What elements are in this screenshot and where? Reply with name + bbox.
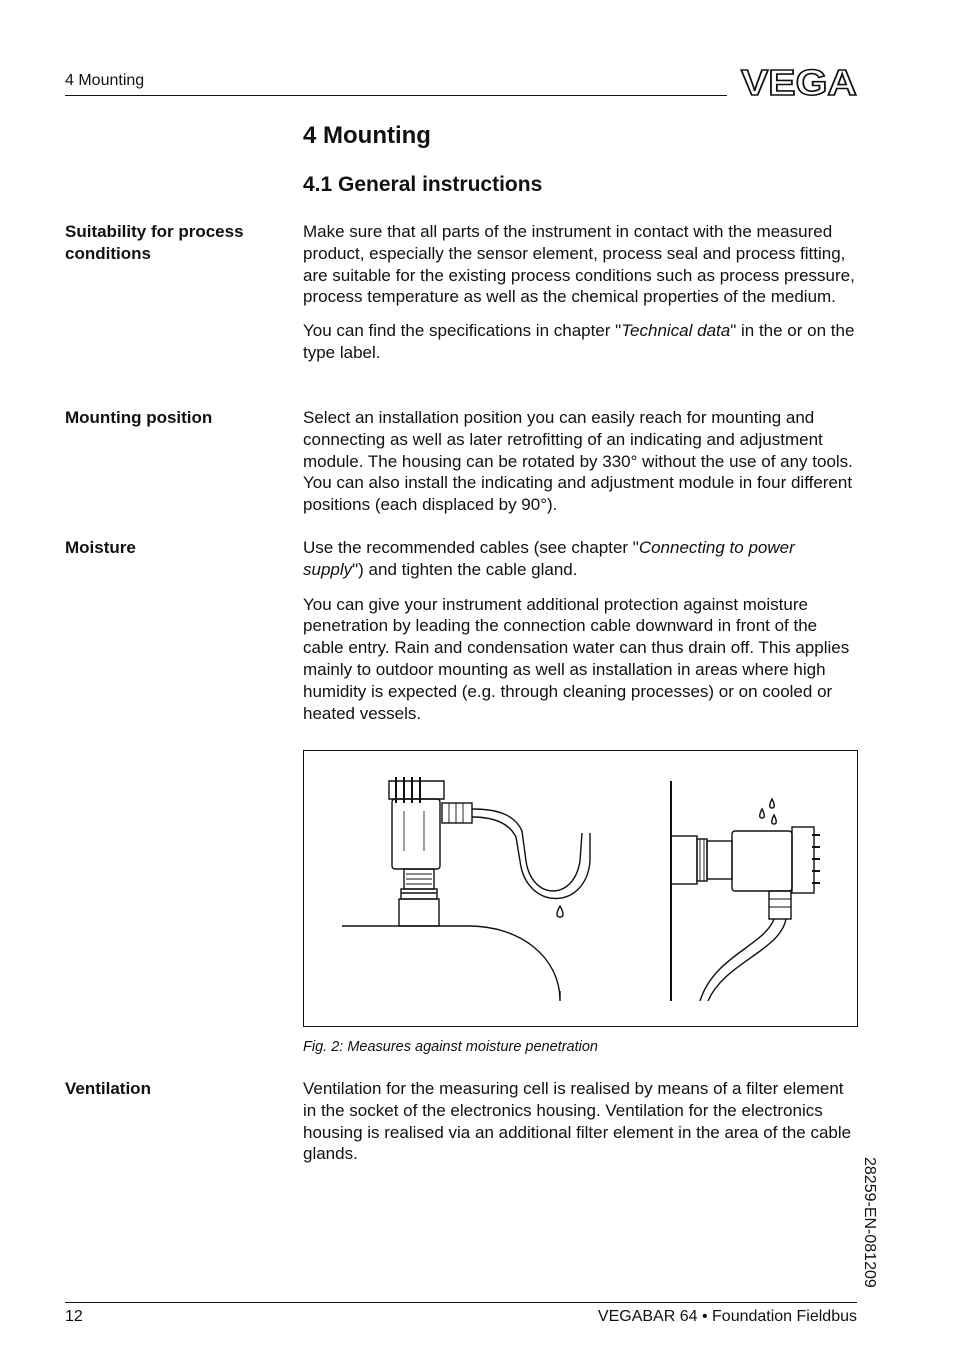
- header-rule: [65, 95, 727, 96]
- running-header: 4 Mounting: [65, 72, 145, 89]
- footer-rule: [65, 1302, 857, 1303]
- cable-gland: [442, 803, 472, 823]
- moisture-text: [303, 537, 859, 724]
- chapter-title: 4 Mounting: [303, 122, 431, 149]
- moisture-illustration: [304, 751, 857, 1026]
- right-cable: [700, 919, 786, 1001]
- suitability-paragraph-2: You can find the specifications in chapter "Technical data" in the or on the type label.: [303, 321, 855, 362]
- footer-title: VEGABAR 64 • Foundation Fieldbus: [597, 1308, 857, 1325]
- process-fitting: [399, 899, 439, 926]
- page-number: 12: [65, 1308, 83, 1325]
- suitability-paragraph-1: Make sure that all parts of the instrument in contact with the measured product, especially the sensor element, process seal and process fitting, are suitable for the existing process conditions such as process pressure, process temperature as well as the chemical properties of the medium.: [303, 222, 855, 307]
- moisture-paragraph-2: You can give your instrument additional protection against moisture penetration by leading the connection cable downward in front of the cable entry. Rain and condensation water can thus drain off. This applies mainly to outdoor mounting as well as installation in areas where high humidity is expected (e.g. through cleaning processes) or on cooled or heated vessels.: [303, 594, 850, 723]
- water-drop: [557, 906, 563, 917]
- ventilation-paragraph: Ventilation for the measuring cell is realised by means of a filter element in the socket of the electronics housing. Ventilation for the electronics housing is realised via an additional filter element in the area of the cable glands.: [303, 1079, 852, 1164]
- right-housing: [732, 831, 792, 891]
- electronics-housing: [392, 799, 440, 869]
- vega-logo: [740, 64, 858, 98]
- label-suitability: Suitability for process conditions: [65, 222, 244, 263]
- label-moisture: Moisture: [65, 538, 136, 557]
- mounting-position-paragraph: Select an installation position you can easily reach for mounting and connecting as well as later retrofitting of an indicating and adjustment module. The housing can be rotated by 330° without the use of any tools. You can also install the indicating and adjustment module in four different positions (each displaced by 90°).: [303, 408, 853, 515]
- cable-loop: [472, 809, 582, 891]
- ventilation-text: [303, 1078, 859, 1165]
- figure-frame: [303, 750, 858, 1027]
- moisture-paragraph-1: Use the recommended cables (see chapter "Connecting to power supply") and tighten the cable gland.: [303, 538, 795, 579]
- svg-text:VEGA: VEGA: [741, 64, 857, 98]
- suitability-text: [303, 221, 859, 364]
- section-title: 4.1 General instructions: [303, 173, 543, 196]
- vessel-outline: [342, 926, 560, 1001]
- label-mounting-position: Mounting position: [65, 408, 213, 427]
- figure-caption: Fig. 2: Measures against moisture penetration: [303, 1039, 598, 1055]
- mounting-position-text: [303, 407, 859, 516]
- label-ventilation: Ventilation: [65, 1079, 151, 1098]
- document-number: 28259-EN-081209: [861, 1157, 878, 1288]
- housing-lid: [389, 781, 444, 799]
